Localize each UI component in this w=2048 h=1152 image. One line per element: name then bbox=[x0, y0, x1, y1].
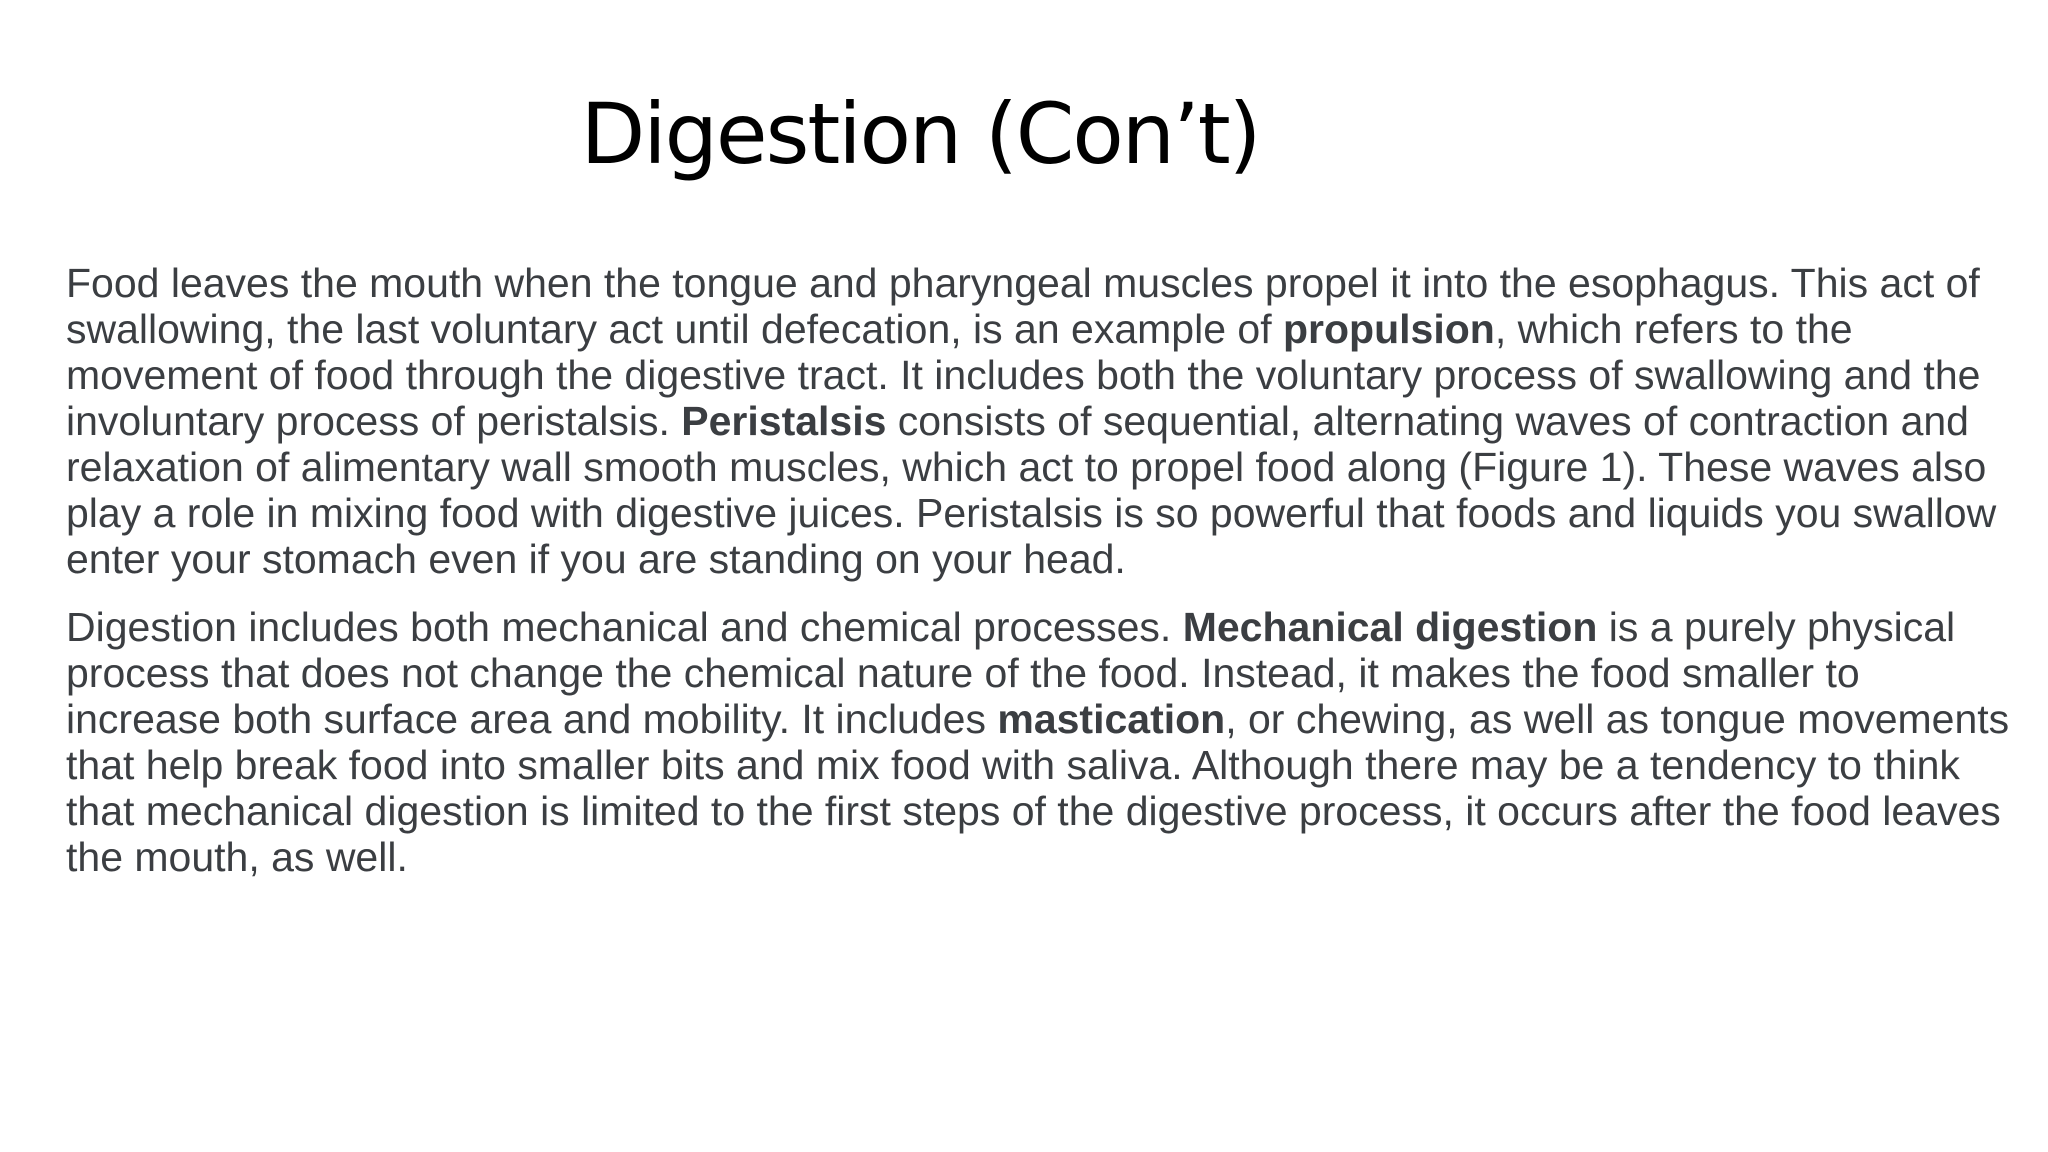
paragraph-mechanical-digestion bbox=[66, 604, 2016, 880]
paragraph-propulsion bbox=[66, 260, 2016, 582]
term-propulsion: propulsion bbox=[1283, 306, 1495, 352]
slide-body bbox=[66, 260, 2016, 902]
paragraph-2-text-3: , or chewing, as well as tongue movements that help break food into smaller bits and mix food with saliva. Although there may be a tendency to think that mechanical digestion is limited to the first steps of the digestive process, it occurs after the food leaves the mouth, as well. bbox=[66, 696, 2010, 880]
term-mastication: mastication bbox=[997, 696, 1226, 742]
paragraph-1-text-1: Food leaves the mouth when the tongue and pharyngeal muscles propel it into the esophagus. This act of swallowing, the last voluntary act until defecation, is an example of bbox=[66, 260, 1980, 352]
term-mechanical-digestion: Mechanical digestion bbox=[1182, 604, 1598, 650]
slide-title: Digestion (Con’t) bbox=[580, 85, 1260, 183]
paragraph-2-text-1: Digestion includes both mechanical and chemical processes. bbox=[66, 604, 1183, 650]
paragraph-2-text-2: is a purely physical process that does not change the chemical nature of the food. Instead, it makes the food smaller to increase both surface area and mobility. It includes bbox=[66, 604, 1956, 742]
paragraph-1-text-2: , which refers to the movement of food through the digestive tract. It includes both the voluntary process of swallowing and the involuntary process of peristalsis. bbox=[66, 306, 1981, 444]
term-peristalsis: Peristalsis bbox=[681, 398, 887, 444]
paragraph-1-text-3: consists of sequential, alternating waves of contraction and relaxation of alimentary wall smooth muscles, which act to propel food along (Figure 1). These waves also play a role in mixing food with digestive juices. Peristalsis is so powerful that foods and liquids you swallow enter your stomach even if you are standing on your head. bbox=[66, 398, 1997, 582]
